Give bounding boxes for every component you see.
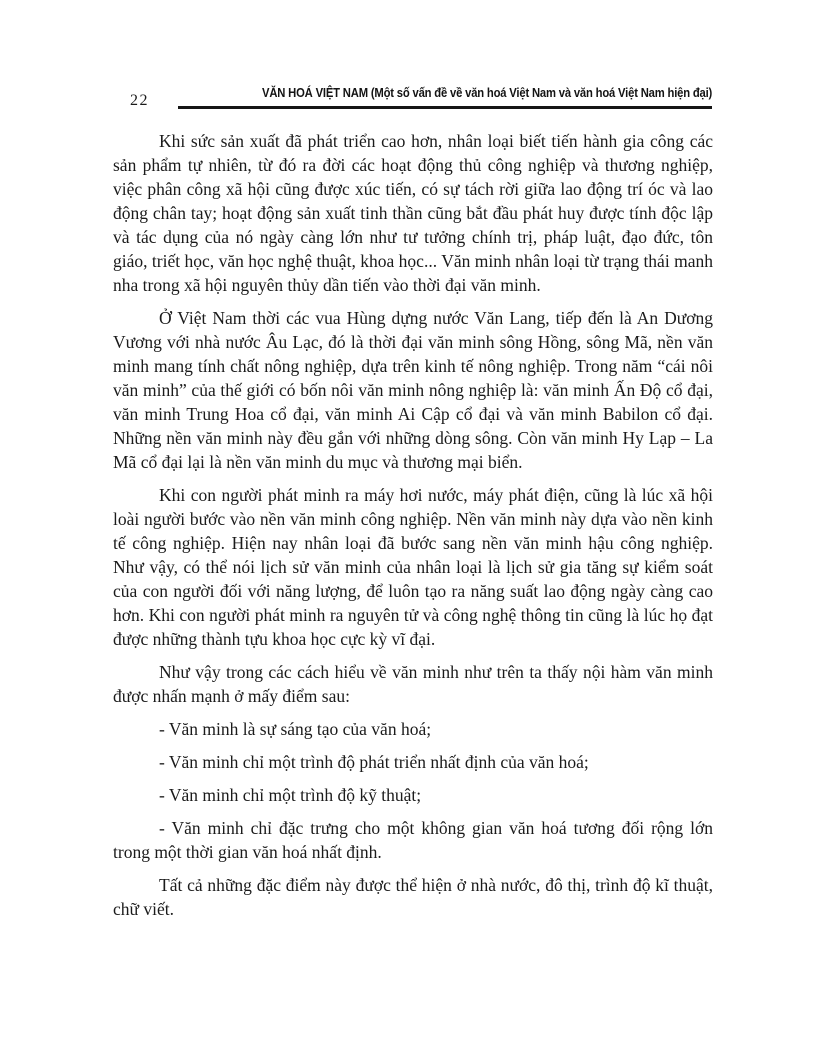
running-header: VĂN HOÁ VIỆT NAM (Một số vấn đề về văn hoá Việt Nam và văn hoá Việt Nam hiện đại): [261, 86, 712, 100]
list-item: - Văn minh chỉ đặc trưng cho một không gian văn hoá tương đối rộng lớn trong một thời gian văn hoá nhất định.: [113, 818, 713, 862]
list-item: - Văn minh chỉ một trình độ phát triển nhất định của văn hoá;: [159, 752, 589, 772]
body-paragraph: Ở Việt Nam thời các vua Hùng dựng nước Văn Lang, tiếp đến là An Dương Vương với nhà nước Âu Lạc, đó là thời đại văn minh sông Hồng, sông Mã, nền văn minh mang tính chất nông nghiệp, dựa trên kinh tế nông nghiệp. Trong năm “cái nôi văn minh” của thế giới có bốn nôi văn minh nông nghiệp là: văn minh Ấn Độ cổ đại, văn minh Trung Hoa cổ đại, văn minh Ai Cập cổ đại và văn minh Babilon cổ đại. Những nền văn minh này đều gắn với những dòng sông. Còn văn minh Hy Lạp – La Mã cổ đại lại là nền văn minh du mục và thương mại biển.: [113, 308, 713, 472]
body-paragraph: Khi sức sản xuất đã phát triển cao hơn, nhân loại biết tiến hành gia công các sản phẩm tự nhiên, từ đó ra đời các hoạt động thủ công nghiệp và thương nghiệp, việc phân công xã hội cũng được xúc tiến, có sự tách rời giữa lao động trí óc và lao động chân tay; hoạt động sản xuất tinh thần cũng bắt đầu phát huy được tính độc lập và tác dụng của nó ngày càng lớn như tư tưởng chính trị, pháp luật, đạo đức, tôn giáo, triết học, văn học nghệ thuật, khoa học... Văn minh nhân loại từ trạng thái manh nha trong xã hội nguyên thủy dần tiến vào thời đại văn minh.: [113, 131, 713, 295]
page-body: [113, 129, 713, 930]
body-paragraph: Như vậy trong các cách hiểu về văn minh như trên ta thấy nội hàm văn minh được nhấn mạnh ở mấy điểm sau:: [113, 662, 713, 706]
page-number: 22: [130, 92, 149, 109]
running-header-rule: [178, 84, 712, 109]
list-item: - Văn minh là sự sáng tạo của văn hoá;: [159, 719, 432, 739]
body-paragraph: Khi con người phát minh ra máy hơi nước, máy phát điện, cũng là lúc xã hội loài người bước vào nền văn minh công nghiệp. Nền văn minh này dựa vào nền kinh tế công nghiệp. Hiện nay nhân loại đã bước sang nền văn minh hậu công nghiệp. Như vậy, có thể nói lịch sử văn minh của nhân loại là lịch sử gia tăng sự kiểm soát của con người đối với năng lượng, để luôn tạo ra năng suất lao động ngày càng cao hơn. Khi con người phát minh ra nguyên tử và công nghệ thông tin cũng là lúc họ đạt được những thành tựu khoa học cực kỳ vĩ đại.: [113, 485, 713, 649]
body-paragraph: Tất cả những đặc điểm này được thể hiện ở nhà nước, đô thị, trình độ kĩ thuật, chữ viết.: [113, 875, 713, 919]
list-item: - Văn minh chỉ một trình độ kỹ thuật;: [159, 785, 422, 805]
